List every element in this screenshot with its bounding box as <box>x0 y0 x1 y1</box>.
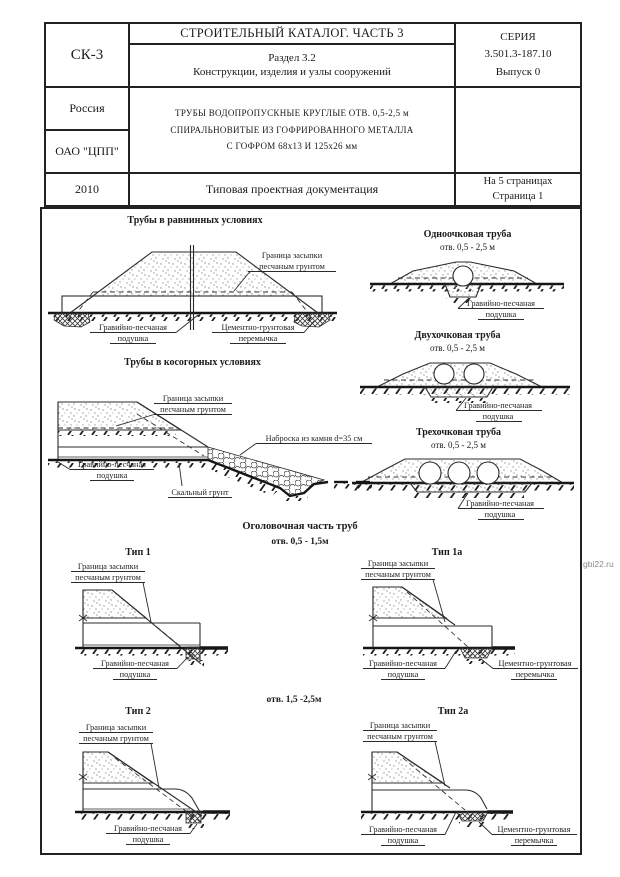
svg-text:Гравийно-песчаная: Гравийно-песчаная <box>369 659 437 668</box>
type1a-diagram <box>345 556 580 688</box>
cement-jumper-label <box>479 822 577 846</box>
head-aperture-large: отв. 1,5 -2,5м <box>266 695 322 705</box>
triple-pipe-aperture: отв. 0,5 - 2,5 м <box>430 440 486 450</box>
issue-number: Выпуск 0 <box>495 65 541 78</box>
doc-type: Типовая проектная документация <box>130 174 456 205</box>
country: Россия <box>46 88 128 131</box>
watermark: gbi22.ru <box>583 559 614 569</box>
pipe-circle <box>419 462 441 484</box>
embankment <box>377 363 542 387</box>
gravel-cushion-label <box>458 298 544 320</box>
svg-text:Граница засыпки: Граница засыпки <box>162 394 224 403</box>
pipe-circle <box>464 364 484 384</box>
series-label: СЕРИЯ <box>500 31 536 44</box>
svg-text:Граница засыпки: Граница засыпки <box>261 251 323 260</box>
double-pipe-aperture: отв. 0,5 - 2,5 м <box>429 343 485 353</box>
svg-text:перемычка: перемычка <box>515 670 555 679</box>
svg-text:Цементно-грунтовая: Цементно-грунтовая <box>498 659 572 668</box>
svg-text:Граница засыпки: Граница засыпки <box>85 723 147 732</box>
svg-text:Скальный грунт: Скальный грунт <box>171 488 229 497</box>
svg-text:Гравийно-песчаная: Гравийно-песчаная <box>78 460 146 469</box>
organization: ОАО "ЦПП" <box>55 144 119 158</box>
svg-text:Гравийно-песчаная: Гравийно-песчаная <box>369 825 437 834</box>
pages-count: На 5 страницах <box>483 175 553 187</box>
year: 2010 <box>46 174 130 205</box>
head-aperture-small: отв. 0,5 - 1,5м <box>271 537 329 547</box>
pipe-circle <box>434 364 454 384</box>
subject-line-2: СПИРАЛЬНОВИТЫЕ ИЗ ГОФРИРОВАННОГО МЕТАЛЛА <box>170 124 414 135</box>
triple-pipe-diagram <box>352 450 580 528</box>
svg-text:Гравийно-песчаная: Гравийно-песчаная <box>467 299 535 308</box>
svg-text:перемычка: перемычка <box>238 334 278 343</box>
section-name: Конструкции, изделия и узлы сооружений <box>193 65 391 78</box>
svg-text:Граница засыпки: Граница засыпки <box>77 562 139 571</box>
subject-line-3: С ГОФРОМ 68х13 И 125х26 мм <box>226 141 358 152</box>
svg-text:подушка: подушка <box>482 412 514 421</box>
svg-text:подушка: подушка <box>387 836 419 845</box>
header-table <box>44 22 582 207</box>
type1-title: Тип 1 <box>125 547 151 558</box>
sand-backfill <box>373 587 446 618</box>
svg-text:Гравийно-песчаная: Гравийно-песчаная <box>99 323 167 332</box>
svg-text:подушка: подушка <box>485 310 517 319</box>
slope-terrain-title: Трубы в косогорных условиях <box>124 357 261 368</box>
svg-text:песчаным грунтом: песчаным грунтом <box>160 405 226 414</box>
svg-text:подушка: подушка <box>132 835 164 844</box>
type2-title: Тип 2 <box>125 706 151 717</box>
double-pipe-title: Двухочковая труба <box>414 330 501 341</box>
double-pipe-diagram <box>358 352 578 428</box>
gravel-cushion-label <box>106 824 197 845</box>
svg-text:перемычка: перемычка <box>514 836 554 845</box>
pipe-circle <box>448 462 470 484</box>
svg-text:песчаным грунтом: песчаным грунтом <box>83 734 149 743</box>
head-section-title: Оголовочная часть труб <box>242 521 358 532</box>
svg-text:Гравийно-песчаная: Гравийно-песчаная <box>466 499 534 508</box>
pipe-circle <box>453 266 473 286</box>
sand-backfill <box>83 590 146 618</box>
svg-text:Наброска из камня d=35 см: Наброска из камня d=35 см <box>265 434 363 443</box>
catalog-code: СК-3 <box>46 24 130 86</box>
catalog-title: СТРОИТЕЛЬНЫЙ КАТАЛОГ. ЧАСТЬ 3 <box>130 24 454 45</box>
type1-diagram <box>55 556 280 688</box>
svg-text:Гравийно-песчаная: Гравийно-песчаная <box>101 659 169 668</box>
flat-terrain-diagram <box>40 226 360 348</box>
type2a-title: Тип 2а <box>437 706 469 717</box>
subject-line-1: ТРУБЫ ВОДОПРОПУСКНЫЕ КРУГЛЫЕ ОТВ. 0,5-2,5 м <box>175 108 409 119</box>
cushion-pit <box>425 387 493 397</box>
single-pipe-aperture: отв. 0,5 - 2,5 м <box>439 242 495 252</box>
type2-diagram <box>55 716 280 854</box>
svg-text:Граница засыпки: Граница засыпки <box>369 721 431 730</box>
gravel-cushion-label <box>93 657 188 680</box>
rock-slope <box>204 447 372 501</box>
flat-terrain-title: Трубы в равнинных условиях <box>127 215 263 226</box>
section-number: Раздел 3.2 <box>268 51 316 64</box>
svg-text:песчаным грунтом: песчаным грунтом <box>75 573 141 582</box>
slope-terrain-diagram <box>42 372 372 514</box>
cement-jumper <box>457 812 488 821</box>
svg-text:подушка: подушка <box>387 670 419 679</box>
gravel-cushion-label <box>456 398 542 422</box>
svg-text:подушка: подушка <box>119 670 151 679</box>
type1a-title: Тип 1а <box>431 547 463 558</box>
cement-jumper-label <box>481 659 578 680</box>
svg-text:песчаным грунтом: песчаным грунтом <box>365 570 431 579</box>
cement-jumper <box>460 648 492 658</box>
page-number: Страница 1 <box>492 190 544 202</box>
series-number: 3.501.3-187.10 <box>484 48 552 61</box>
svg-text:подушка: подушка <box>96 471 128 480</box>
single-pipe-diagram <box>368 254 573 326</box>
empty-cell <box>456 88 580 172</box>
single-pipe-title: Одноочковая труба <box>423 229 512 240</box>
svg-text:Граница засыпки: Граница засыпки <box>367 559 429 568</box>
svg-text:Гравийно-песчаная: Гравийно-песчаная <box>114 824 182 833</box>
svg-text:песчаным грунтом: песчаным грунтом <box>367 732 433 741</box>
svg-text:подушка: подушка <box>117 334 149 343</box>
svg-text:Цементно-грунтовая: Цементно-грунтовая <box>221 323 295 332</box>
svg-text:Гравийно-песчаная: Гравийно-песчаная <box>464 401 532 410</box>
svg-text:подушка: подушка <box>484 510 516 519</box>
stone-fill-label <box>240 434 372 455</box>
svg-text:песчаным грунтом: песчаным грунтом <box>259 262 325 271</box>
type2a-diagram <box>345 716 580 854</box>
svg-text:Цементно-грунтовая: Цементно-грунтовая <box>497 825 571 834</box>
pipe-circle <box>477 462 499 484</box>
triple-pipe-title: Трехочковая труба <box>415 427 502 438</box>
sand-backfill <box>372 752 443 783</box>
